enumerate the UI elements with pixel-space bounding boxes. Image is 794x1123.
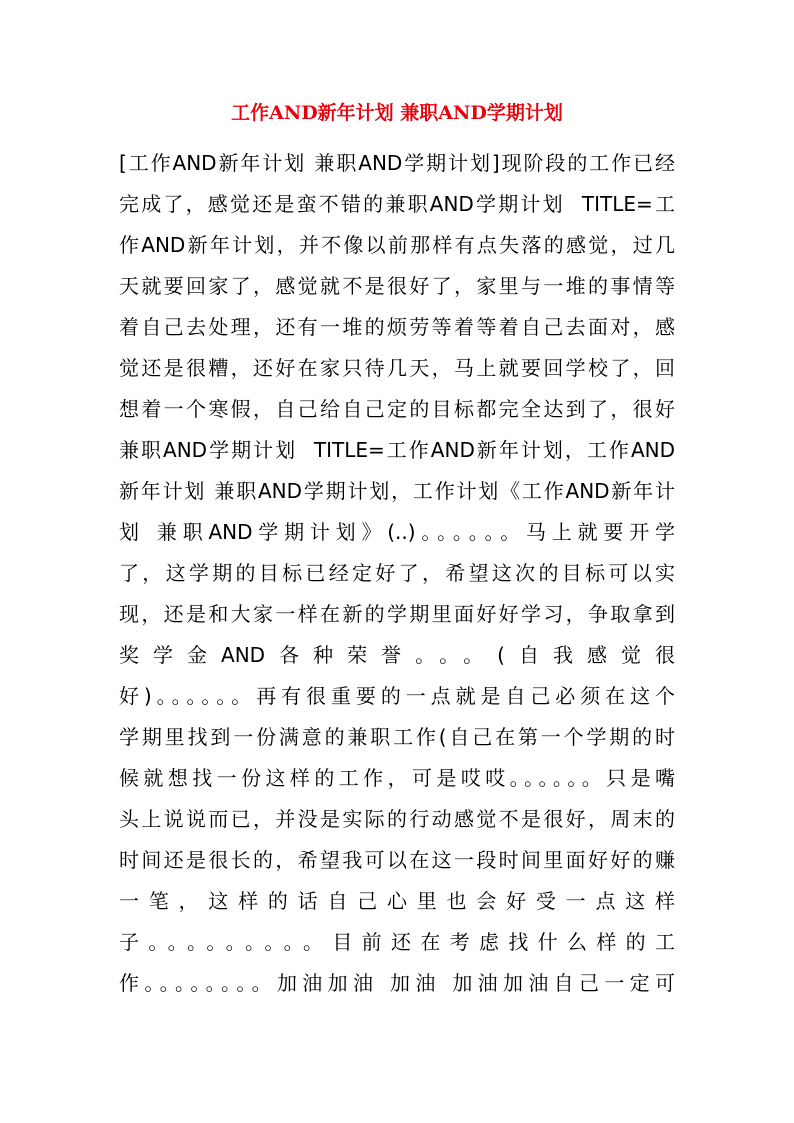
body-line: 作AND新年计划，并不像以前那样有点失落的感觉，过几 [119, 233, 675, 257]
document-title: 工作AND新年计划 兼职AND学期计划 [231, 102, 563, 124]
body-line: 子。。。。。。。。。目前还在考虑找什么样的工 [119, 930, 675, 954]
body-line: 现，还是和大家一样在新的学期里面好好学习，争取拿到 [119, 602, 675, 626]
body-line: 作。。。。。。。。加油加油 加油 加油加油自己一定可 [119, 971, 675, 995]
body-line: 候就想找一份这样的工作，可是哎哎。。。。。。只是嘴 [119, 766, 675, 790]
body-line: 一笔，这样的话自己心里也会好受一点这样 [119, 889, 675, 913]
body-line: 奖学金AND各种荣誉。。。(自我感觉很 [119, 643, 675, 667]
body-line: 时间还是很长的，希望我可以在这一段时间里面好好的赚 [119, 848, 675, 872]
body-line: 天就要回家了，感觉就不是很好了，家里与一堆的事情等 [119, 274, 675, 298]
body-line: 划 兼职AND学期计划》(..)。。。。。。马上就要开学 [119, 520, 675, 544]
body-line: 完成了，感觉还是蛮不错的兼职AND学期计划 TITLE=工 [119, 192, 675, 216]
body-line: 新年计划 兼职AND学期计划，工作计划《工作AND新年计 [119, 479, 675, 503]
body-line: 兼职AND学期计划 TITLE=工作AND新年计划，工作AND [119, 438, 675, 462]
body-line: 觉还是很糟，还好在家只待几天，马上就要回学校了，回 [119, 356, 675, 380]
body-line: 了，这学期的目标已经定好了，希望这次的目标可以实 [119, 561, 675, 585]
body-line: [工作AND新年计划 兼职AND学期计划]现阶段的工作已经 [119, 151, 675, 175]
body-line: 学期里找到一份满意的兼职工作(自己在第一个学期的时 [119, 725, 675, 749]
body-line: 头上说说而已，并没是实际的行动感觉不是很好，周末的 [119, 807, 675, 831]
body-line: 想着一个寒假，自己给自己定的目标都完全达到了，很好 [119, 397, 675, 421]
body-line: 着自己去处理，还有一堆的烦劳等着等着自己去面对，感 [119, 315, 675, 339]
body-line: 好)。。。。。。再有很重要的一点就是自己必须在这个 [119, 684, 675, 708]
